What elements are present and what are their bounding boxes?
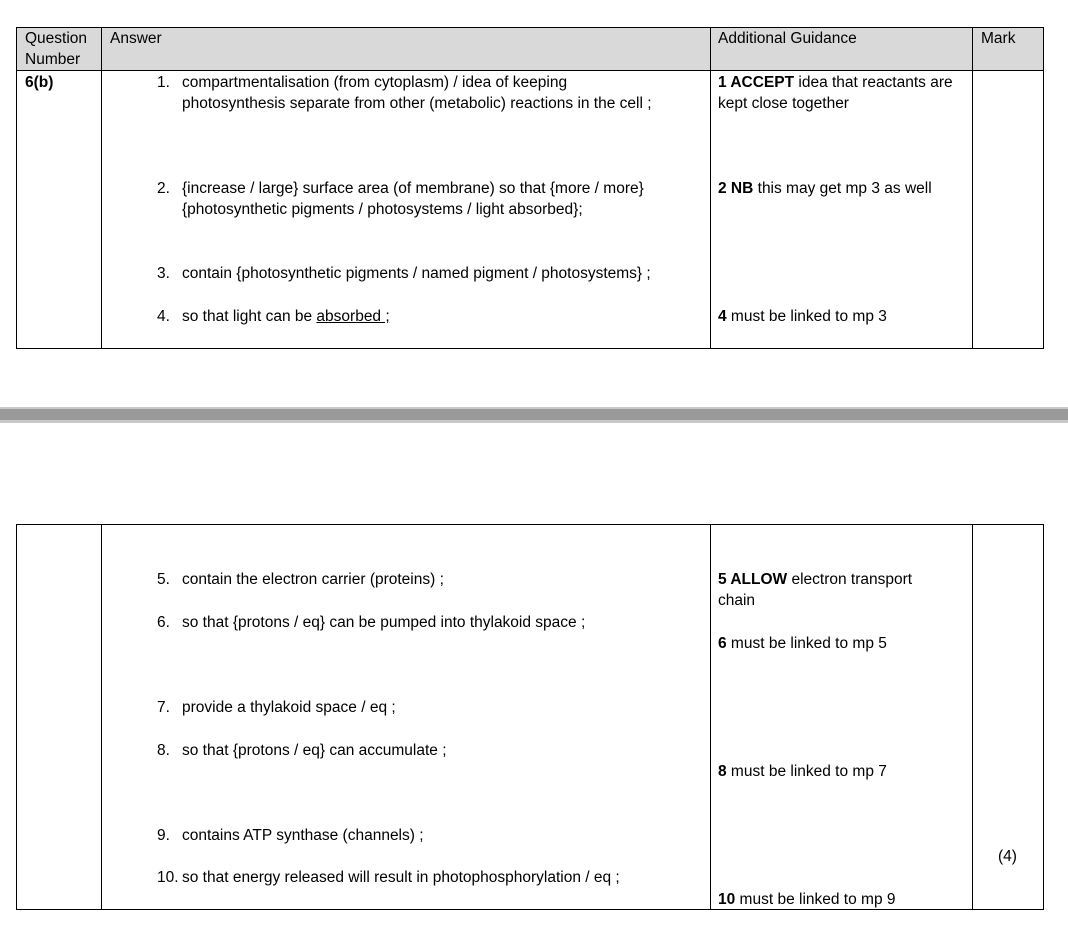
answer-line-text: so that light can be (182, 308, 317, 325)
answer-line: {photosynthetic pigments / photosystems / light absorbed}; (182, 201, 583, 218)
guidance-keyword: 5 ALLOW (718, 571, 788, 588)
answer-line: {increase / large} surface area (of membrane) so that {more / more} (182, 180, 644, 197)
guidance-text: must be linked to mp 7 (726, 763, 887, 780)
answer-number: 2. (157, 180, 170, 197)
mark-value: (4) (998, 848, 1017, 865)
guidance-line (718, 633, 887, 654)
question-cell (16, 70, 102, 349)
answer-line: contain {photosynthetic pigments / named pigment / photosystems} ; (182, 265, 651, 282)
page-break-divider (0, 407, 1068, 423)
table-top-border (16, 524, 1044, 525)
answer-number: 7. (157, 699, 170, 716)
guidance-line (718, 761, 887, 782)
guidance-text: must be linked to mp 9 (735, 891, 896, 908)
answer-number: 9. (157, 827, 170, 844)
question-number: 6(b) (25, 74, 54, 91)
guidance-line (718, 178, 932, 199)
guidance-text: must be linked to mp 5 (726, 635, 887, 652)
header-number-label: Number (25, 51, 81, 68)
header-mark-label: Mark (981, 30, 1016, 47)
guidance-keyword: 2 NB (718, 180, 754, 197)
guidance-line: kept close together (718, 95, 849, 112)
column-divider (16, 524, 17, 910)
answer-line: photosynthesis separate from other (metabolic) reactions in the cell ; (182, 95, 652, 112)
guidance-keyword: 8 (718, 763, 727, 780)
header-question-label: Question (25, 30, 88, 47)
guidance-line (718, 569, 912, 590)
answer-line: so that {protons / eq} can be pumped into thylakoid space ; (182, 614, 586, 631)
answer-number: 3. (157, 265, 170, 282)
guidance-keyword: 6 (718, 635, 727, 652)
column-divider (101, 524, 102, 910)
guidance-text: idea that reactants are (794, 74, 953, 91)
column-divider (972, 524, 973, 910)
guidance-keyword: 4 (718, 308, 727, 325)
answer-number: 6. (157, 614, 170, 631)
guidance-line (718, 306, 887, 327)
guidance-text: must be linked to mp 3 (726, 308, 887, 325)
guidance-line (718, 72, 953, 93)
mark-cell (972, 70, 1044, 349)
answer-number: 10. (157, 869, 179, 886)
header-guidance-label: Additional Guidance (718, 30, 857, 47)
answer-number: 1. (157, 74, 170, 91)
answer-number: 5. (157, 571, 170, 588)
underlined-keyword: absorbed ; (316, 308, 390, 325)
guidance-keyword: 10 (718, 891, 736, 908)
guidance-line: chain (718, 592, 756, 609)
guidance-line (718, 889, 896, 910)
answer-number: 4. (157, 308, 170, 325)
answer-number: 8. (157, 742, 170, 759)
guidance-keyword: 1 ACCEPT (718, 74, 795, 91)
header-answer-label: Answer (110, 30, 162, 47)
answer-line: compartmentalisation (from cytoplasm) / idea of keeping (182, 74, 568, 91)
answer-line: so that energy released will result in photophosphorylation / eq ; (182, 869, 620, 886)
answer-line: so that {protons / eq} can accumulate ; (182, 742, 447, 759)
column-divider (1043, 524, 1044, 910)
column-divider (710, 524, 711, 910)
guidance-text: this may get mp 3 as well (753, 180, 932, 197)
answer-line: contains ATP synthase (channels) ; (182, 827, 424, 844)
guidance-text: electron transport (787, 571, 913, 588)
answer-line: contain the electron carrier (proteins) ; (182, 571, 444, 588)
answer-line: provide a thylakoid space / eq ; (182, 699, 396, 716)
answer-line (182, 306, 390, 327)
header-answer-cell (101, 27, 711, 71)
